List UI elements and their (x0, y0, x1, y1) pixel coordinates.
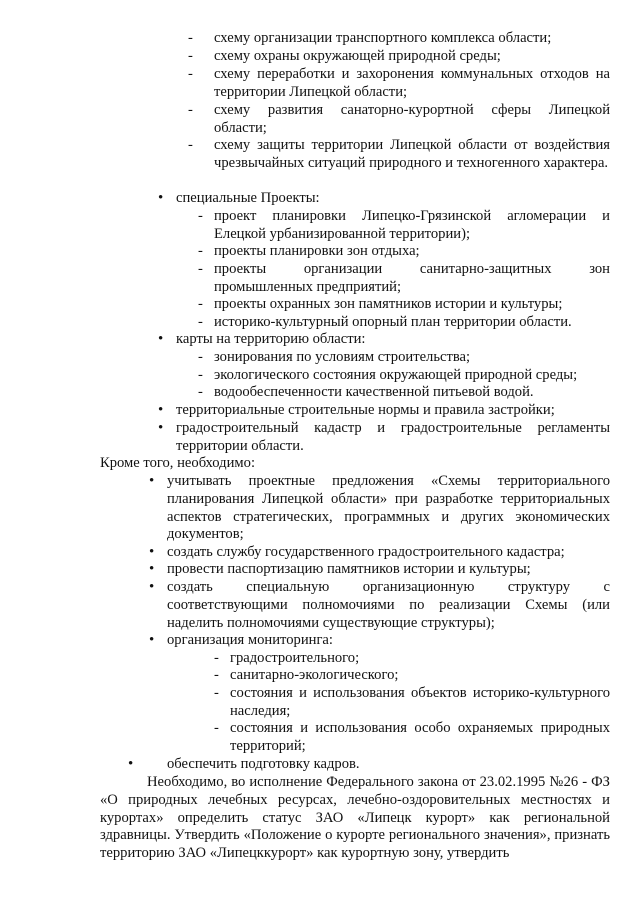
bullet-item-text: организация мониторинга: (167, 632, 333, 648)
bullet-item-text: обеспечить подготовку кадров. (167, 756, 360, 772)
dash-marker: - (198, 261, 203, 277)
dash-marker: - (188, 102, 193, 118)
list-item-text: проекты планировки зон отдыха; (214, 243, 420, 259)
dash-marker: - (198, 349, 203, 365)
list-item-text: схему охраны окружающей природной среды; (214, 48, 501, 64)
bullet-marker: • (149, 579, 155, 595)
list-item-text: водообеспеченности качественной питьевой водой. (214, 384, 534, 400)
dash-marker: - (198, 384, 203, 400)
bullet-item-text: специальные Проекты: (176, 190, 320, 206)
dash-marker: - (188, 137, 193, 153)
bullet-marker: • (149, 473, 155, 489)
dash-marker: - (214, 650, 219, 666)
list-item-text: проект планировки Липецко-Грязинской агломерации и Елецкой урбанизированной территории); (214, 208, 610, 242)
bullet-item-text: создать специальную организационную структуру с соответствующими полномочиями по реализации Схемы (или наделить полномочиями существующие структуры); (167, 579, 610, 631)
list-item-text: санитарно-экологического; (230, 667, 399, 683)
bullet-marker: • (158, 420, 164, 436)
bullet-marker: • (149, 561, 155, 577)
bullet-item-text: градостроительный кадастр и градостроительные регламенты территории области. (176, 420, 610, 454)
bullet-marker: • (158, 190, 164, 206)
dash-marker: - (198, 296, 203, 312)
dash-marker: - (188, 66, 193, 82)
dash-marker: - (214, 685, 219, 701)
list-item-text: схему организации транспортного комплекса области; (214, 30, 552, 46)
dash-marker: - (188, 30, 193, 46)
bullet-marker: • (149, 544, 155, 560)
dash-marker: - (198, 314, 203, 330)
dash-marker: - (198, 243, 203, 259)
list-item-text: зонирования по условиям строительства; (214, 349, 471, 365)
dash-marker: - (214, 667, 219, 683)
list-item-text: градостроительного; (230, 650, 360, 666)
bullet-item-text: территориальные строительные нормы и правила застройки; (176, 402, 555, 418)
bullet-item-text: учитывать проектные предложения «Схемы территориального планирования Липецкой области» при разработке территориальных аспектов стратегических, программных и других экономических документов; (167, 473, 610, 543)
bullet-item-text: карты на территорию области: (176, 331, 366, 347)
dash-marker: - (188, 48, 193, 64)
list-item-text: схему развития санаторно-курортной сферы Липецкой области; (214, 102, 610, 136)
bullet-marker: • (149, 632, 155, 648)
bullet-marker: • (158, 402, 164, 418)
list-item-text: проекты организации санитарно-защитных зон промышленных предприятий; (214, 261, 610, 295)
list-item-text: схему переработки и захоронения коммунальных отходов на территории Липецкой области; (214, 66, 610, 100)
bullet-item-text: создать службу государственного градостроительного кадастра; (167, 544, 565, 560)
list-item-text: историко-культурный опорный план территории области. (214, 314, 572, 330)
dash-marker: - (214, 720, 219, 736)
moreover-text: Кроме того, необходимо: (100, 455, 256, 471)
list-item-text: состояния и использования особо охраняемых природных территорий; (230, 720, 610, 754)
dash-marker: - (198, 208, 203, 224)
body-paragraph: Необходимо, во исполнение Федерального закона от 23.02.1995 №26 - ФЗ «О природных лечебных ресурсах, лечебно-оздоровительных местностях и курортах» определить статус ЗАО «Липецк курорт» как региональной здравницы. Утвердить «Положение о курорте регионального значения», признать территорию ЗАО «Липецккурорт» как курортную зону, утвердить (100, 774, 610, 862)
list-item-text: схему защиты территории Липецкой области от воздействия чрезвычайных ситуаций природного и техногенного характера. (214, 137, 610, 171)
bullet-marker: • (128, 756, 134, 772)
list-item-text: проекты охранных зон памятников истории и культуры; (214, 296, 563, 312)
list-item-text: состояния и использования объектов историко-культурного наследия; (230, 685, 610, 719)
list-item-text: экологического состояния окружающей природной среды; (214, 367, 578, 383)
bullet-item-text: провести паспортизацию памятников истории и культуры; (167, 561, 531, 577)
dash-marker: - (198, 367, 203, 383)
bullet-marker: • (158, 331, 164, 347)
